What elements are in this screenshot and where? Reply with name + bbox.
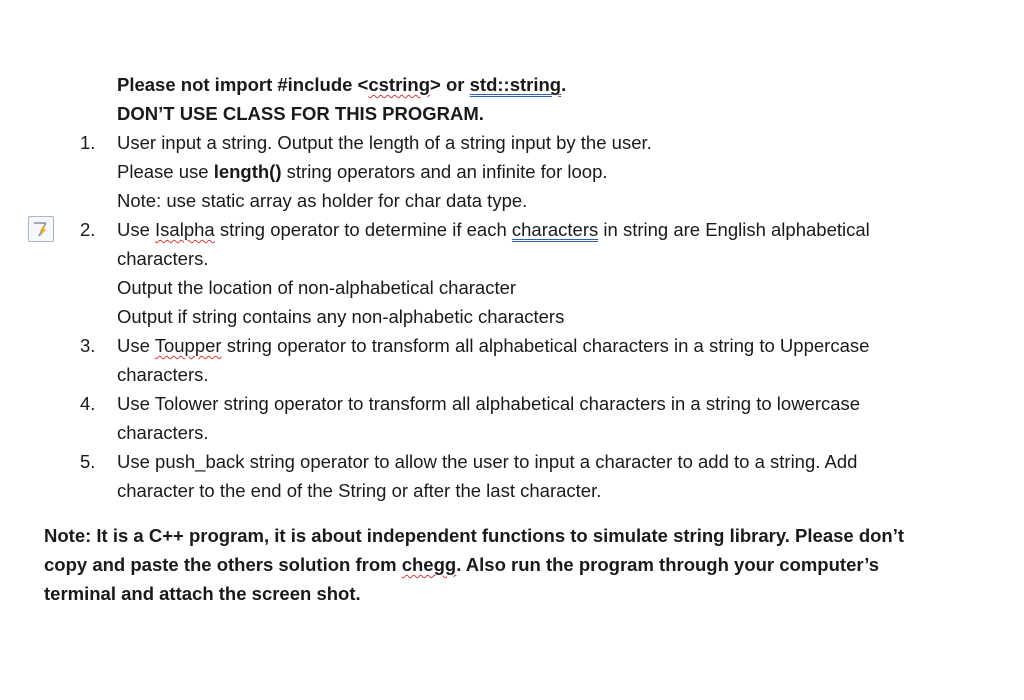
spellcheck-chegg[interactable]: chegg <box>401 554 457 575</box>
item-5-line-2: character to the end of the String or after the last character. <box>117 480 602 501</box>
note-line-3: terminal and attach the screen shot. <box>44 583 361 604</box>
item-5-line-1: Use push_back string operator to allow the user to input a character to add to a string. Add <box>117 451 858 472</box>
header-line-1: Please not import #include <cstring> or std::string. <box>117 74 567 95</box>
note-line-1: Note: It is a C++ program, it is about independent functions to simulate string library. Please don’t <box>44 525 905 546</box>
edit-lightning-icon[interactable] <box>28 216 54 242</box>
spellcheck-cstring[interactable]: cstring <box>368 74 431 95</box>
list-number-2: 2. <box>80 219 96 240</box>
list-number-4: 4. <box>80 393 96 414</box>
note-line-2: copy and paste the others solution from chegg. Also run the program through your computer’s <box>44 554 879 575</box>
item-1-line-1: User input a string. Output the length of a string input by the user. <box>117 132 652 153</box>
item-1-line-3: Note: use static array as holder for char data type. <box>117 190 528 211</box>
item-2-line-3: Output the location of non-alphabetical character <box>117 277 517 298</box>
header-line-2: DON’T USE CLASS FOR THIS PROGRAM. <box>117 103 484 124</box>
grammar-check-std-string[interactable]: std::string <box>469 74 562 95</box>
list-number-5: 5. <box>80 451 96 472</box>
item-2-line-2: characters. <box>117 248 209 269</box>
item-3-line-1: Use Toupper string operator to transform all alphabetical characters in a string to Uppercase <box>117 335 870 356</box>
item-4-line-1: Use Tolower string operator to transform all alphabetical characters in a string to lowercase <box>117 393 861 414</box>
item-2-line-1: Use Isalpha string operator to determine if each characters in string are English alphabetical <box>117 219 870 240</box>
list-number-1: 1. <box>80 132 96 153</box>
spellcheck-toupper[interactable]: Toupper <box>154 335 222 356</box>
grammar-check-characters[interactable]: characters <box>511 219 599 240</box>
item-1-line-2: Please use length() string operators and an infinite for loop. <box>117 161 608 182</box>
spellcheck-isalpha[interactable]: Isalpha <box>155 219 215 240</box>
list-number-3: 3. <box>80 335 96 356</box>
item-4-line-2: characters. <box>117 422 209 443</box>
item-2-line-4: Output if string contains any non-alphabetic characters <box>117 306 565 327</box>
item-3-line-2: characters. <box>117 364 209 385</box>
